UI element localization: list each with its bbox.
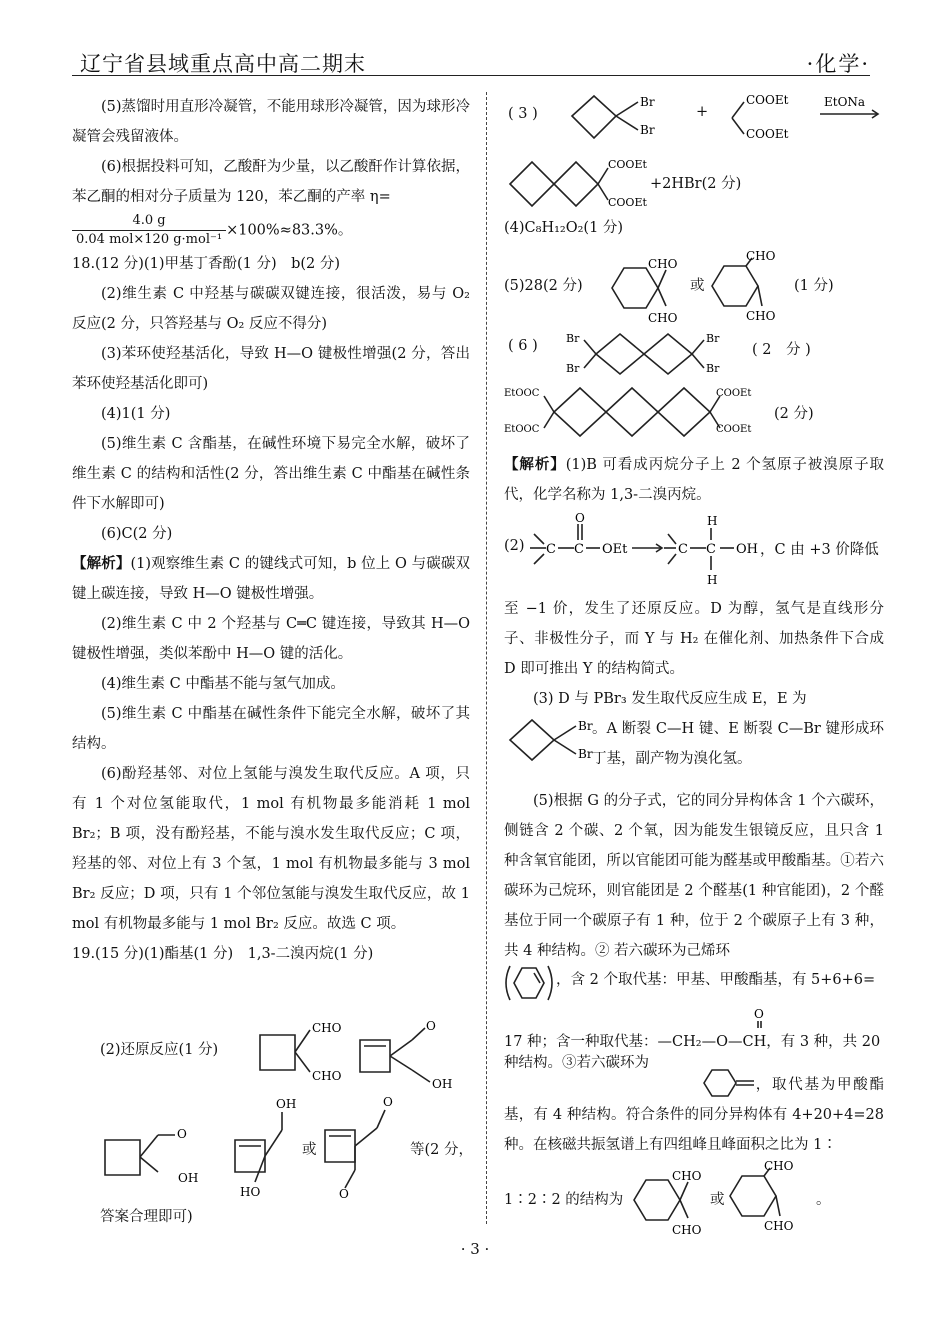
analysis-tag: 【解析】 xyxy=(72,555,131,572)
cho-label: CHO xyxy=(312,1021,342,1035)
q6-score: ( 2 分 ) xyxy=(752,342,811,358)
or-text: 或 xyxy=(302,1142,317,1158)
cyclohexane-dicarbaldehyde-structure xyxy=(628,1164,718,1236)
cho-label: CHO xyxy=(312,1069,342,1083)
cho-label: CHO xyxy=(648,257,678,271)
analysis-3: (3) D 与 PBr₃ 发生取代反应生成 E，E 为 xyxy=(533,691,807,707)
br-label: Br xyxy=(706,362,720,375)
c-label: C xyxy=(574,542,584,557)
q3-label: ( 3 ) xyxy=(508,106,538,122)
c-label: C xyxy=(546,542,556,557)
cyclohexene-line xyxy=(504,960,884,1006)
br-label: Br xyxy=(566,362,580,375)
q19-part6 xyxy=(504,330,884,450)
q19-part2-label: (2)还原反应(1 分) xyxy=(100,1042,219,1058)
o-label: O xyxy=(754,1007,764,1021)
q17-part6: (6)根据投料可知，乙酸酐为少量，以乙酸酐作计算依据，苯乙酮的相对分子质量为 120，苯乙酮的产率 η= xyxy=(72,159,470,205)
c-label: C xyxy=(678,542,688,557)
oet-label: OEt xyxy=(602,542,628,557)
header-subject: ·化学· xyxy=(806,52,870,76)
h-label: H xyxy=(707,573,718,587)
final-structures-line xyxy=(504,1158,884,1238)
cooet-label: COOEt xyxy=(716,388,752,399)
q18-part1: 18.(12 分)(1)甲基丁香酚(1 分) b(2 分) xyxy=(72,256,341,272)
analysis-5b: ，含 2 个取代基：甲基、甲酸酯基，有 5+6+6= xyxy=(556,972,876,988)
header-rule xyxy=(72,75,870,76)
br-label: Br xyxy=(706,332,720,345)
reduction-scheme xyxy=(504,510,884,590)
analysis-tag: 【解析】 xyxy=(504,456,566,473)
page-header xyxy=(72,40,870,76)
plus-sign: + xyxy=(696,104,709,120)
analysis-3-text-block xyxy=(592,714,884,774)
column-divider xyxy=(486,92,487,1224)
page-number: · 3 · xyxy=(460,1240,490,1258)
q18-part5: (5)维生素 C 含酯基，在碱性环境下易完全水解，破坏了维生素 C 的结构和活性(2 分，答出维生素 C 中酯基在碱性条件下水解即可) xyxy=(72,436,470,512)
etooc-label: EtOOC xyxy=(504,424,540,435)
trispiro-tetraester-structure xyxy=(504,382,764,442)
cyclobutane-aldehyde-alcohol-structure xyxy=(100,1110,210,1190)
right-analysis-5d xyxy=(504,1070,884,1160)
dispiro-tetrabromide-structure xyxy=(566,330,746,380)
q18-analysis-4: (4)维生素 C 中酯基不能与氢气加成。 xyxy=(101,676,345,692)
q18-analysis-1 xyxy=(72,549,470,609)
cyclohexene-structure xyxy=(504,962,554,1004)
q6-score-2: (2 分) xyxy=(774,406,814,422)
cyclobutene-aldehyde-alcohol-structure xyxy=(350,1010,470,1095)
analysis-5c: 17 种；含一种取代基：—CH₂—O—CH，有 3 种，共 20 种结构。③若六碳环为 xyxy=(504,1034,881,1071)
q18-part6: (6)C(2 分) xyxy=(101,526,173,542)
carbonyl-o-mark xyxy=(750,1004,810,1028)
q19-part3-reaction xyxy=(504,88,884,218)
q3-tail: +2HBr(2 分) xyxy=(650,176,742,192)
cooet-label: COOEt xyxy=(716,424,752,435)
cho-label: CHO xyxy=(764,1159,794,1173)
q18-part4: (4)1(1 分) xyxy=(101,406,171,422)
or-text: 或 xyxy=(710,1192,725,1208)
q19-part2-note: 答案合理即可) xyxy=(100,1209,193,1225)
o-label: O xyxy=(426,1019,436,1033)
o-label: O xyxy=(339,1187,349,1200)
cooet-label: COOEt xyxy=(746,93,789,107)
q5-score: (1 分) xyxy=(794,278,834,294)
br-label: Br xyxy=(640,123,655,137)
q18-analysis-5: (5)维生素 C 中酯基在碱性条件下能完全水解，破坏了其结构。 xyxy=(72,706,470,752)
q19-part1: 19.(15 分)(1)酯基(1 分) 1,3-二溴丙烷(1 分) xyxy=(72,946,374,962)
br-label: Br xyxy=(578,747,593,761)
fraction-numerator: 4.0 g xyxy=(72,212,226,231)
etooc-label: EtOOC xyxy=(504,388,540,399)
q19-part2-score: 等(2 分， xyxy=(410,1142,473,1158)
fraction-tail: ×100%≈83.3%。 xyxy=(226,222,353,239)
yield-fraction xyxy=(72,212,226,249)
yield-formula xyxy=(72,212,470,249)
cho-label: CHO xyxy=(764,1219,794,1233)
analysis-2-tail: ，C 由 +3 价降低 xyxy=(760,542,879,558)
cho-label: CHO xyxy=(648,311,678,325)
q4-text: (4)C₈H₁₂O₂(1 分) xyxy=(504,220,624,236)
q6-label: ( 6 ) xyxy=(508,338,538,354)
header-title: 辽宁省县域重点高中高二期末 xyxy=(80,52,366,76)
q5-label: (5)28(2 分) xyxy=(504,278,583,294)
oh-label: OH xyxy=(276,1097,297,1111)
o-label: O xyxy=(383,1095,393,1109)
right-analysis-5 xyxy=(504,786,884,966)
q19-part2-block xyxy=(100,1010,480,1230)
cho-label: CHO xyxy=(672,1169,702,1183)
oh-label: OH xyxy=(736,542,758,557)
br-label: Br xyxy=(640,95,655,109)
analysis-2-label: (2) xyxy=(504,538,525,554)
diethyl-malonate-structure xyxy=(724,88,804,148)
spiro-diester-structure xyxy=(504,154,664,214)
analysis-5d xyxy=(504,1070,884,1160)
q18-part3: (3)苯环使羟基活化，导致 H—O 键极性增强(2 分，答出苯环使羟基活化即可) xyxy=(72,346,470,392)
analysis-2-cont: 至 −1 价，发生了还原反应。D 为醇，氢气是直线形分子、非极性分子，而 Y 与 H₂ 在催化剂、加热条件下合成 D 即可推出 Y 的结构简式。 xyxy=(504,601,884,677)
cooet-label: COOEt xyxy=(746,127,789,141)
q19-part4 xyxy=(504,216,884,246)
formate-line xyxy=(504,1004,884,1071)
cho-label: CHO xyxy=(672,1223,702,1236)
c-label: C xyxy=(706,542,716,557)
analysis-b-text: (1)B 可看成丙烷分子上 2 个氢原子被溴原子取代，化学名称为 1,3-二溴丙烷。 xyxy=(504,457,885,503)
ester-to-alcohol-scheme xyxy=(530,510,770,590)
q18-analysis-2: (2)维生素 C 中 2 个羟基与 C═C 键连接，导致其 H—O 键极性增强，类似苯酚中 H—O 键的活化。 xyxy=(72,616,470,662)
analysis-1-text: (1)观察维生素 C 的键线式可知，b 位上 O 与碳碳双键上碳连接，导致 H—O 键极性增强。 xyxy=(72,556,470,602)
or-text: 或 xyxy=(690,278,705,294)
cooet-label: COOEt xyxy=(608,158,647,171)
right-analysis-2 xyxy=(504,594,884,714)
oh-label: OH xyxy=(432,1077,453,1091)
cho-label: CHO xyxy=(746,309,776,323)
cooet-label: COOEt xyxy=(608,196,647,209)
cho-label: CHO xyxy=(746,249,776,263)
q17-part5: (5)蒸馏时用直形冷凝管，不能用球形冷凝管，因为球形冷凝管会残留液体。 xyxy=(72,99,470,145)
cyclohexane-1-2-dicarbaldehyde-structure xyxy=(724,1158,814,1236)
cyclobutene-dialdehyde-structure xyxy=(315,1090,415,1200)
cyclohexane-dicarbaldehyde-structure xyxy=(604,252,694,326)
analysis-5d-text: ，取代基为甲酸酯基，有 4 种结构。符合条件的同分异构体有 4+20+4=28 种。在核磁共振氢谱上有四组峰且峰面积之比为 1∶ xyxy=(504,1077,884,1153)
cyclobutane-dicarbaldehyde-structure xyxy=(250,1010,360,1090)
h-label: H xyxy=(707,514,718,528)
o-label: O xyxy=(177,1127,187,1141)
final-period: 。 xyxy=(816,1192,831,1208)
q18-part2: (2)维生素 C 中羟基与碳碳双键连接，很活泼，易与 O₂ 反应(2 分，只答羟基与 O₂ 反应不得分) xyxy=(72,286,470,332)
dibromomethyl-cyclobutane-structure xyxy=(564,88,684,148)
cyclohexane-1-2-dicarbaldehyde-structure xyxy=(704,248,794,328)
br-label: Br xyxy=(578,719,593,733)
q18-analysis-6: (6)酚羟基邻、对位上氢能与溴发生取代反应。A 项，只有 1 个对位氢能取代，1 mol 有机物最多能消耗 1 mol Br₂；B 项，没有酚羟基，不能与溴水发生取代反应；C 项，羟基的邻、对位上有 3 个氢，1 mol 有机物最多能与 3 mol Br₂ 反应；D 项，只有 1 个邻位氢能与溴发生取代反应，故 1 mol 有机物最多能与 1 mol Br₂ 反应。故选 C 项。 xyxy=(72,766,470,932)
oh-label: OH xyxy=(178,1171,199,1185)
ho-label: HO xyxy=(240,1185,261,1199)
reaction-arrow xyxy=(816,94,886,124)
analysis-5: (5)根据 G 的分子式，它的同分异构体含 1 个六碳环，侧链含 2 个碳、2 个氧，因为能发生银镜反应，且只含 1 种含氧官能团，所以官能团可能为醛基或甲酸酯基。①若六碳环为己烷环，则官能团是 2 个醛基(1 种官能团)，2 个醛基位于同一个碳原子有 1 种，位于 2 个碳原子上有 3 种，共 4 种结构。② 若六碳环为己烯环 xyxy=(504,793,884,959)
o-label: O xyxy=(575,511,585,525)
analysis-b xyxy=(504,450,884,510)
q19-part5 xyxy=(504,248,884,328)
etona-label: EtONa xyxy=(824,95,866,109)
analysis-5e: 1∶2∶2 的结构为 xyxy=(504,1192,624,1208)
fraction-denominator: 0.04 mol×120 g·mol⁻¹ xyxy=(76,232,223,247)
right-analysis-1 xyxy=(504,450,884,510)
br-label: Br xyxy=(566,332,580,345)
left-column xyxy=(72,92,470,969)
analysis-3-tail: 。A 断裂 C—H 键、E 断裂 C—Br 键形成环丁基，副产物为溴化氢。 xyxy=(592,721,884,767)
